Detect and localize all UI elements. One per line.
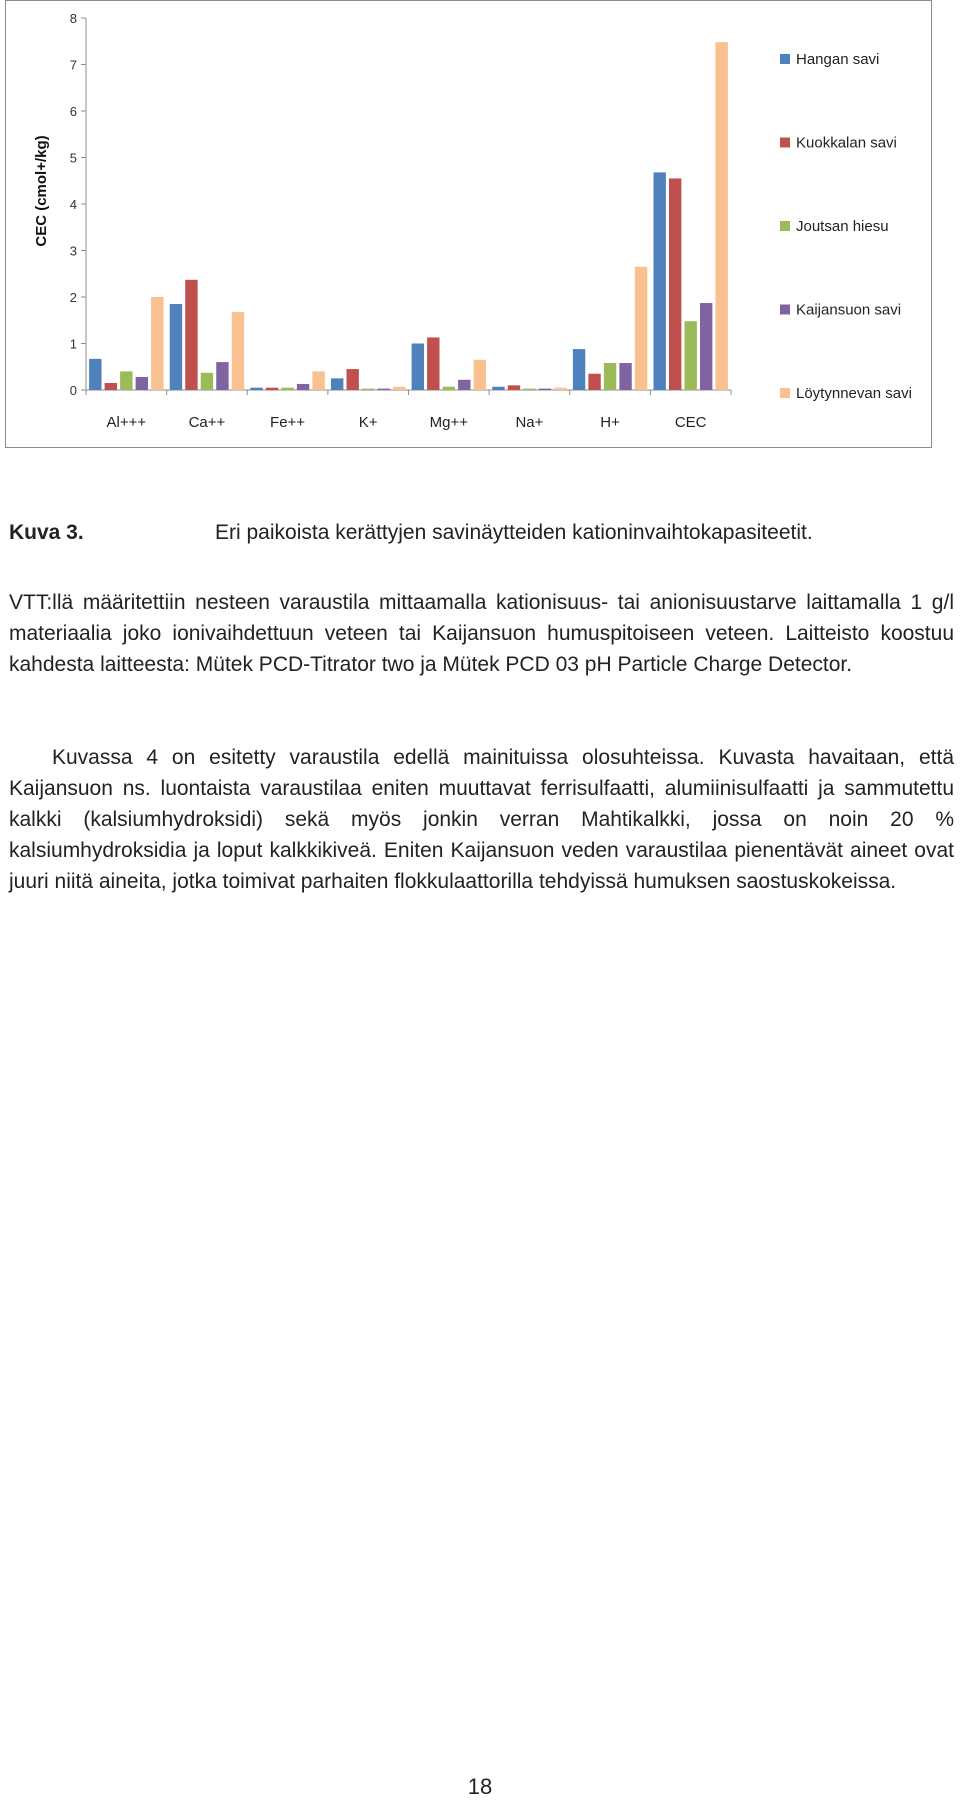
- bar-hangan-savi-hp: [573, 349, 585, 390]
- bar-kuokkalan-savi-cec: [669, 178, 681, 390]
- bar-löytynnevan-savi-capp: [232, 312, 244, 390]
- y-tick-label: 2: [69, 290, 77, 305]
- bar-kuokkalan-savi-kp: [346, 369, 358, 390]
- legend-swatch: [780, 54, 790, 64]
- bar-kaijansuon-savi-kp: [377, 389, 389, 390]
- bar-löytynnevan-savi-fepp: [312, 371, 324, 390]
- x-tick-label: Na+: [515, 414, 544, 431]
- bar-löytynnevan-savi-cec: [715, 42, 727, 390]
- y-axis-label: CEC (cmol+/kg): [33, 135, 50, 247]
- bar-kuokkalan-savi-capp: [185, 280, 197, 390]
- bar-kuokkalan-savi-mgpp: [427, 337, 439, 390]
- y-tick-label: 1: [69, 336, 77, 352]
- bar-joutsan-hiesu-nap: [523, 389, 535, 390]
- bar-kuokkalan-savi-fepp: [266, 388, 278, 390]
- bar-hangan-savi-capp: [170, 304, 182, 390]
- legend-swatch: [780, 138, 790, 148]
- legend-label: Löytynnevan savi: [796, 385, 912, 402]
- bar-kaijansuon-savi-capp: [216, 362, 228, 390]
- bar-hangan-savi-nap: [492, 387, 504, 390]
- y-tick-label: 6: [69, 104, 77, 119]
- legend-label: Joutsan hiesu: [796, 218, 889, 235]
- bar-kaijansuon-savi-cec: [700, 303, 712, 390]
- legend-swatch: [780, 388, 790, 398]
- paragraph-vtt-measurement: VTT:llä määritettiin nesteen varaustila mittaamalla kationisuus- tai anionisuustarve laittamalla 1 g/l materiaalia joko ionivaihdettuun veteen tai Kaijansuon humuspitoiseen veteen. Laitteisto koostuu kahdesta laitteesta: Mütek PCD-Titrator two ja Mütek PCD 03 pH Particle Charge Detector.: [9, 591, 954, 676]
- bar-löytynnevan-savi-kp: [393, 387, 405, 390]
- bar-hangan-savi-fepp: [250, 388, 262, 390]
- paragraph-kuva-4-discussion: Kuvassa 4 on esitetty varaustila edellä mainituissa olosuhteissa. Kuvasta havaitaan, että Kaijansuon ns. luontaista varaustilaa eniten muuttavat ferrisulfaatti, alumiinisulfaatti ja sammutettu kalkki (kalsiumhydroksidi) sekä myös jonkin verran Mahtikalkki, jossa on noin 20 % kalsiumhydroksidia ja loput kalkkikiveä. Eniten Kaijansuon veden varaustilaa pienentävät aineet ovat juuri niitä aineita, jotka toimivat parhaiten flokkulaattorilla tehdyissä humuksen saostuskokeissa.: [9, 746, 954, 893]
- bar-hangan-savi-mgpp: [412, 344, 424, 391]
- bar-löytynnevan-savi-mgpp: [474, 360, 486, 390]
- y-tick-label: 0: [69, 383, 77, 398]
- bar-löytynnevan-savi-alppp: [151, 297, 163, 390]
- bar-joutsan-hiesu-fepp: [281, 388, 293, 390]
- y-tick-label: 5: [69, 150, 77, 166]
- bar-kuokkalan-savi-hp: [588, 374, 600, 390]
- x-tick-label: H+: [600, 414, 620, 431]
- chart-frame: [5, 0, 932, 448]
- legend-label: Kuokkalan savi: [796, 134, 897, 152]
- y-tick-label: 7: [69, 57, 77, 73]
- bar-joutsan-hiesu-hp: [604, 363, 616, 390]
- x-tick-label: K+: [358, 414, 378, 431]
- bar-hangan-savi-cec: [653, 172, 665, 390]
- legend-label: Hangan savi: [796, 51, 880, 68]
- x-tick-label: Mg++: [429, 414, 468, 431]
- page-number: 18: [467, 1774, 493, 1799]
- bar-löytynnevan-savi-nap: [554, 388, 566, 390]
- x-tick-label: Ca++: [188, 414, 226, 431]
- bar-kuokkalan-savi-nap: [508, 385, 520, 390]
- x-tick-label: Fe++: [270, 414, 306, 431]
- bar-hangan-savi-alppp: [89, 359, 101, 390]
- y-tick-label: 3: [69, 243, 77, 259]
- bar-kaijansuon-savi-fepp: [297, 384, 309, 390]
- bar-hangan-savi-kp: [331, 378, 343, 390]
- figure-caption-label: Kuva 3.: [9, 521, 84, 544]
- cec-bar-chart: [6, 1, 931, 447]
- legend-swatch: [780, 305, 790, 315]
- bar-kaijansuon-savi-hp: [619, 363, 631, 390]
- bar-kuokkalan-savi-alppp: [105, 383, 117, 390]
- bar-kaijansuon-savi-alppp: [136, 377, 148, 390]
- bar-joutsan-hiesu-mgpp: [443, 387, 455, 390]
- y-tick-label: 4: [69, 197, 77, 212]
- legend-label: Kaijansuon savi: [796, 301, 902, 319]
- bar-kaijansuon-savi-nap: [539, 389, 551, 390]
- y-tick-label: 8: [69, 11, 77, 26]
- bar-joutsan-hiesu-capp: [201, 373, 213, 390]
- bar-löytynnevan-savi-hp: [635, 267, 647, 390]
- legend-swatch: [780, 221, 790, 231]
- x-tick-label: Al+++: [106, 414, 147, 431]
- figure-caption-text: Eri paikoista kerättyjen savinäytteiden kationinvaihtokapasiteetit.: [215, 521, 813, 544]
- bar-joutsan-hiesu-alppp: [120, 371, 132, 390]
- x-tick-label: CEC: [674, 414, 707, 431]
- bar-joutsan-hiesu-cec: [684, 321, 696, 390]
- bar-joutsan-hiesu-kp: [362, 389, 374, 390]
- bar-kaijansuon-savi-mgpp: [458, 380, 470, 390]
